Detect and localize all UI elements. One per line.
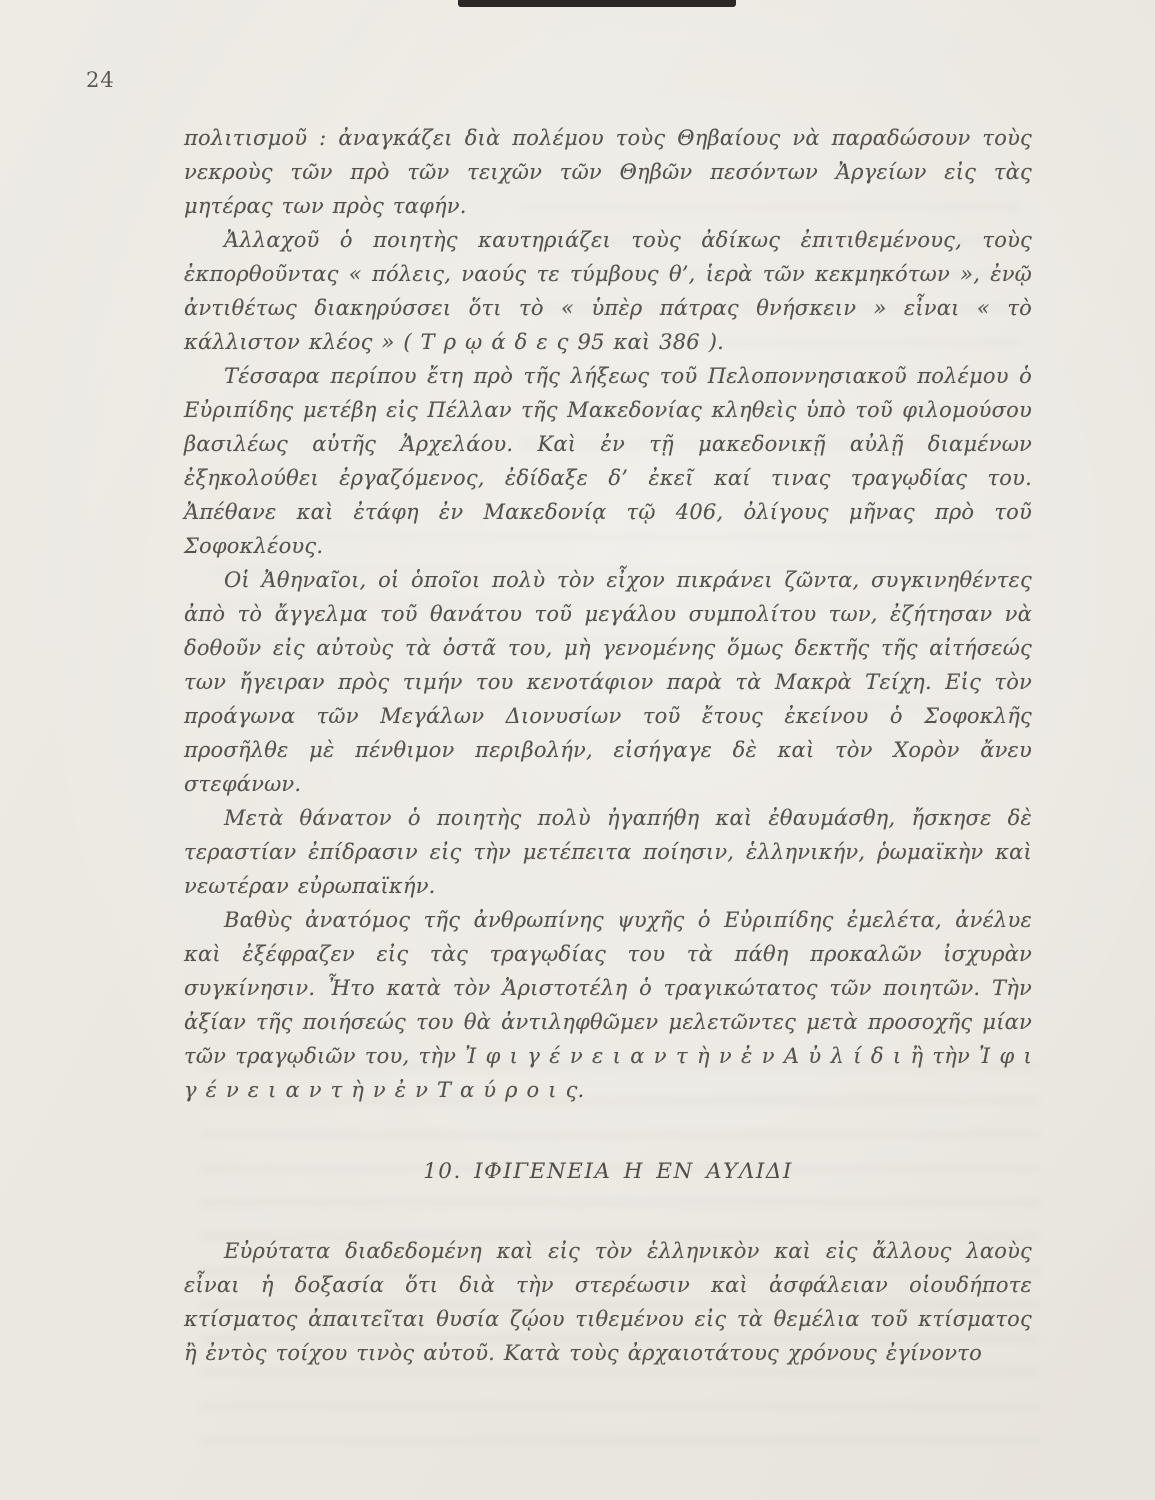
section-heading: 10. ΙΦΙΓΕΝΕΙΑ Η ΕΝ ΑΥΛΙΔΙ [423,1159,793,1184]
paragraph: Οἱ Ἀθηναῖοι, οἱ ὁποῖοι πολὺ τὸν εἶχον πικράνει ζῶντα, συγκινηθέντες ἀπὸ τὸ ἄγγελμα τοῦ θανάτου τοῦ μεγάλου συμπολίτου των, ἐζήτησαν νὰ δοθοῦν εἰς αὐτοὺς τὰ ὀστᾶ του, μὴ γενομένης ὅμως δεκτῆς τῆς αἰτήσεώς των ἤγειραν πρὸς τιμήν του κενοτάφιον παρὰ τὰ Μακρὰ Τείχη. Εἰς τὸν προάγωνα τῶν Μεγάλων Διονυσίων τοῦ ἔτους ἐκείνου ὁ Σοφοκλῆς προσῆλθε μὲ πένθιμον περιβολήν, εἰσήγαγε δὲ καὶ τὸν Χορὸν ἄνευ στεφάνων. [184,568,1032,796]
paragraph: Τέσσαρα περίπου ἔτη πρὸ τῆς λήξεως τοῦ Πελοποννησιακοῦ πολέμου ὁ Εὐριπίδης μετέβη εἰς Πέλλαν τῆς Μακεδονίας κληθεὶς ὑπὸ τοῦ φιλομούσου βασιλέως αὐτῆς Ἀρχελάου. Καὶ ἐν τῇ μακεδονικῇ αὐλῇ διαμένων ἐξηκολούθει ἐργαζόμενος, ἐδίδαξε δ’ ἐκεῖ καί τινας τραγῳδίας του. Ἀπέθανε καὶ ἐτάφη ἐν Μακεδονίᾳ τῷ 406, ὀλίγους μῆνας πρὸ τοῦ Σοφοκλέους. [184,364,1032,558]
paragraph: Ἀλλαχοῦ ὁ ποιητὴς καυτηριάζει τοὺς ἀδίκως ἐπιτιθεμένους, τοὺς ἐκπορθοῦντας « πόλεις, ναούς τε τύμβους θ’, ἱερὰ τῶν κεκμηκότων », ἐνῷ ἀντιθέτως διακηρύσσει ὅτι τὸ « ὑπὲρ πάτρας θνήσκειν » εἶναι « τὸ κάλλιστον κλέος » ( Τ ρ ῳ ά δ ε ς 95 καὶ 386 ). [184,228,1032,354]
paragraph: πολιτισμοῦ : ἀναγκάζει διὰ πολέμου τοὺς Θηβαίους νὰ παραδώσουν τοὺς νεκροὺς τῶν πρὸ τῶν τειχῶν τῶν Θηβῶν πεσόντων Ἀργείων εἰς τὰς μητέρας των πρὸς ταφήν. [184,126,1032,218]
text-block [184,121,1032,1370]
paragraph: Εὐρύτατα διαδεδομένη καὶ εἰς τὸν ἑλληνικὸν καὶ εἰς ἄλλους λαοὺς εἶναι ἡ δοξασία ὅτι διὰ τὴν στερέωσιν καὶ ἀσφάλειαν οἱουδήποτε κτίσματος ἀπαιτεῖται θυσία ζῴου τιθεμένου εἰς τὰ θεμέλια τοῦ κτίσματος ἢ ἐντὸς τοίχου τινὸς αὐτοῦ. Κατὰ τοὺς ἀρχαιοτάτους χρόνους ἐγίνοντο [184,1239,1032,1365]
paragraph: Βαθὺς ἀνατόμος τῆς ἀνθρωπίνης ψυχῆς ὁ Εὐριπίδης ἐμελέτα, ἀνέλυε καὶ ἐξέφραζεν εἰς τὰς τραγῳδίας του τὰ πάθη προκαλῶν ἰσχυρὰν συγκίνησιν. Ἦτο κατὰ τὸν Ἀριστοτέλη ὁ τραγικώτατος τῶν ποιητῶν. Τὴν ἀξίαν τῆς ποιήσεώς του θὰ ἀντιληφθῶμεν μελετῶντες μετὰ προσοχῆς μίαν τῶν τραγῳδιῶν του, τὴν Ἰ φ ι γ έ ν ε ι α ν τ ὴ ν ἐ ν Α ὐ λ ί δ ι ἢ τὴν Ἰ φ ι γ έ ν ε ι α ν τ ὴ ν ἐ ν Τ α ύ ρ ο ι ς. [184,908,1032,1102]
scan-artifact [458,0,736,7]
paragraph: Μετὰ θάνατον ὁ ποιητὴς πολὺ ἠγαπήθη καὶ ἐθαυμάσθη, ἤσκησε δὲ τεραστίαν ἐπίδρασιν εἰς τὴν μετέπειτα ποίησιν, ἑλληνικήν, ῥωμαϊκὴν καὶ νεωτέραν εὐρωπαϊκήν. [184,806,1032,898]
page-number: 24 [86,68,115,92]
